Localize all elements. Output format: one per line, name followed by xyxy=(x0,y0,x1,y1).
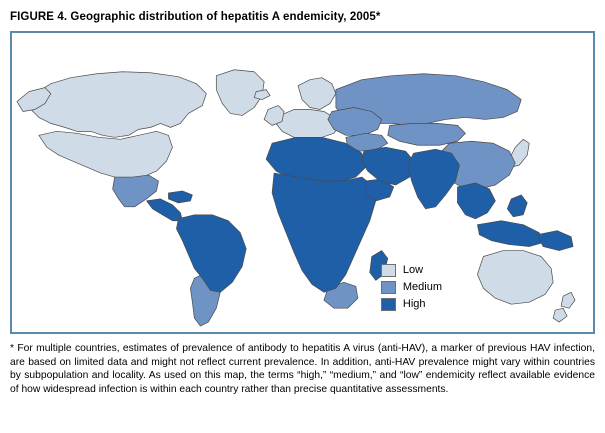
map-region-united-states xyxy=(39,131,173,179)
map-region-southeast-asia xyxy=(457,183,495,219)
map-region-new-zealand-south xyxy=(553,308,567,322)
map-region-south-asia xyxy=(408,149,460,209)
legend-label-low: Low xyxy=(402,264,424,276)
legend-item-medium xyxy=(381,281,442,294)
legend-swatch-medium xyxy=(381,281,396,294)
map-region-sub-saharan-africa xyxy=(272,173,376,292)
map-region-new-guinea xyxy=(537,231,573,251)
world-map xyxy=(11,32,594,333)
map-region-kazakhstan-area xyxy=(388,123,466,145)
map-frame xyxy=(10,31,595,334)
legend-swatch-high xyxy=(381,298,396,311)
map-region-canada xyxy=(29,72,206,138)
map-region-south-america xyxy=(176,215,246,292)
legend-swatch-low xyxy=(381,264,396,277)
legend-item-low xyxy=(381,264,442,277)
legend-label-medium: Medium xyxy=(402,281,442,293)
figure-title: FIGURE 4. Geographic distribution of hepatitis A endemicity, 2005* xyxy=(10,11,381,23)
map-legend xyxy=(381,264,442,311)
figure-footnote: * For multiple countries, estimates of prevalence of antibody to hepatitis A virus (anti-HAV), a marker of previous HAV infection, are based on limited data and might not reflect current prevalence. In addition, anti-HAV prevalence might vary within countries by subpopulation and locality. As used on this map, the terms “high,” “medium,” and “low” endemicity reflect available evidence of how widespread infection is within each country rather than precise quantitative assessments. xyxy=(10,343,595,395)
legend-label-high: High xyxy=(402,298,426,310)
legend-item-high xyxy=(381,298,442,311)
map-region-philippines xyxy=(507,195,527,217)
map-region-australia xyxy=(477,251,553,305)
map-region-caribbean xyxy=(168,191,192,203)
map-region-northern-europe xyxy=(298,78,336,110)
map-region-new-zealand xyxy=(561,292,575,308)
map-region-indonesia xyxy=(477,221,543,247)
